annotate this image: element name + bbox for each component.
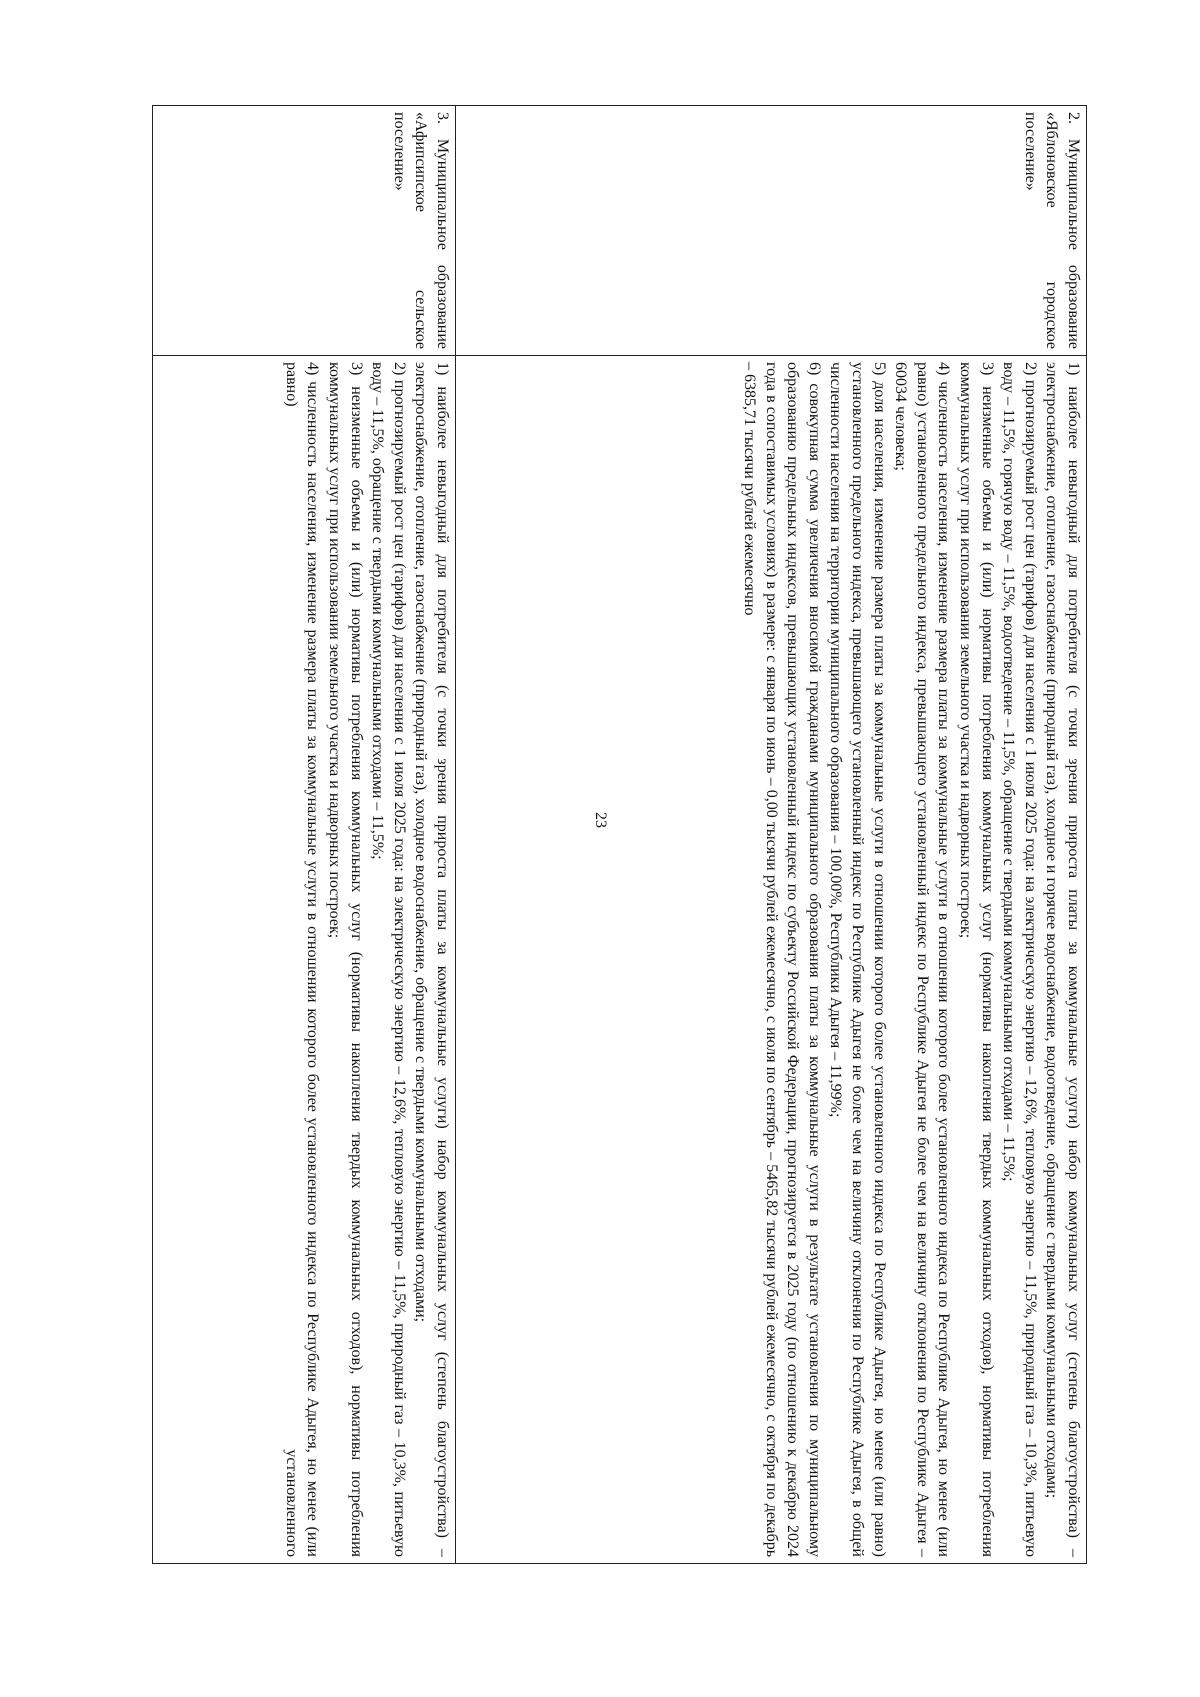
table-row xyxy=(456,106,1087,1564)
table-row xyxy=(153,106,456,1564)
indicator-item: 4) численность населения, изменение размера платы за коммунальные услуги в отношении которого более установленного индекса по Республике Адыгея, но менее (или равно) установленного xyxy=(282,362,322,1557)
indicator-item: 2) прогнозируемый рост цен (тарифов) для населения с 1 июля 2025 года: на электрическую энергию – 12,6%, тепловую энергию – 11,5%, природный газ – 10,3%, питьевую воду – 11,5%, обращение с твердыми коммунальными отходами – 11,5%; xyxy=(369,362,408,1557)
municipality-table xyxy=(152,105,1087,1564)
indicator-item: 3) неизменные объемы и (или) нормативы потребления коммунальных услуг (нормативы накопления твердых коммунальных отходов), нормативы потребления коммунальных услуг при использовании земельного участка и надворных построек; xyxy=(957,362,996,1557)
indicator-item: 1) наиболее невыгодный для потребителя (с точки зрения прироста платы за коммунальные услуги) набор коммунальных услуг (степень благоустройства) – электроснабжение, отопление, газоснабжение (природный газ), холодное водоснабжение, обращение с твердыми коммунальными отходами; xyxy=(412,362,451,1557)
indicator-item: 3) неизменные объемы и (или) нормативы потребления коммунальных услуг (нормативы накопления твердых коммунальных отходов), нормативы потребления коммунальных услуг при использовании земельного участка и надворных построек; xyxy=(326,362,365,1557)
indicator-item: 4) численность населения, изменение размера платы за коммунальные услуги в отношении которого более установленного индекса по Республике Адыгея, но менее (или равно) установленного предельного индекса, превышающего установленный индекс по Республике Адыгея не более чем на величину отклонения по Республике Адыгея – 60034 человека; xyxy=(892,362,953,1557)
rotated-page-content xyxy=(117,105,1087,1563)
indicators-cell xyxy=(153,356,456,1564)
indicator-item: 1) наиболее невыгодный для потребителя (с точки зрения прироста платы за коммунальные услуги) набор коммунальных услуг (степень благоустройства) – электроснабжение, отопление, газоснабжение (природный газ), холодное и горячее водоснабжение, водоотведение, обращение с твердыми коммунальными отходами; xyxy=(1043,362,1082,1557)
municipality-cell xyxy=(153,106,456,356)
indicators-cell xyxy=(456,356,1087,1564)
municipality-cell xyxy=(456,106,1087,356)
indicator-item: 6) совокупная сумма увеличения вносимой гражданами муниципального образования платы за коммунальные услуги в результате установления по муниципальному образованию предельных индексов, превышающих установленный индекс по субъекту Российской Федерации, прогнозируется в 2025 году (по отношению к декабрю 2024 года в сопоставимых условиях) в размере: с января по июнь – 0,00 тысячи рублей ежемесячно, с июля по сентябрь – 5465,82 тысячи рублей ежемесячно, с октября по декабрь – 6385,71 тысячи рублей ежемесячно xyxy=(741,362,823,1557)
municipality-name: 2. Муниципальное образование «Яблоновское городское поселение» xyxy=(1021,112,1082,349)
page-number: 23 xyxy=(592,812,609,828)
indicator-item: 5) доля населения, изменение размера платы за коммунальные услуги в отношении которого более установленного индекса по Республике Адыгея, но менее (или равно) установленного предельного индекса, превышающего установленный индекс по Республике Адыгея не более чем на величину отклонения по Республике Адыгея, в общей численности населения на территории муниципального образования – 100,00%, Республики Адыгея – 11,99%; xyxy=(827,362,888,1557)
indicator-item: 2) прогнозируемый рост цен (тарифов) для населения с 1 июля 2025 года: на электрическую энергию – 12,6%, тепловую энергию – 11,5%, природный газ – 10,3%, питьевую воду – 11,5%, горячую воду – 11,5%, водоотведение – 11,5%, обращение с твердыми коммунальными отходами – 11,5%; xyxy=(1000,362,1039,1557)
municipality-name: 3. Муниципальное образование «Афипсипское сельское поселение» xyxy=(390,112,451,349)
